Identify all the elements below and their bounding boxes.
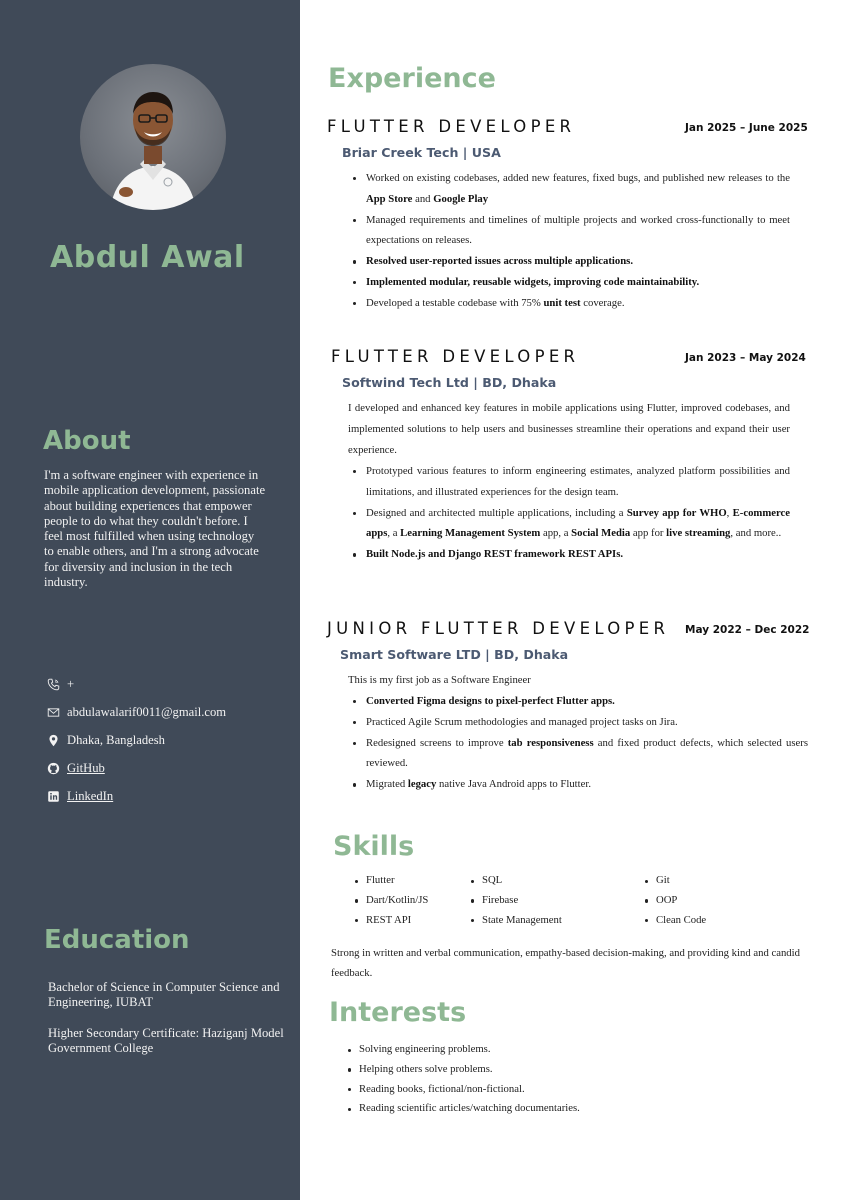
job-title: FLUTTER DEVELOPER (327, 117, 576, 136)
job-company: Smart Software LTD | BD, Dhaka (340, 647, 569, 662)
avatar-portrait (80, 64, 226, 210)
job-title: FLUTTER DEVELOPER (331, 347, 580, 366)
linkedin-icon (46, 789, 60, 803)
interests-heading: Interests (329, 997, 467, 1028)
job-bullet: Practiced Agile Scrum methodologies and managed project tasks on Jira. (350, 712, 808, 733)
job-date: May 2022 – Dec 2022 (685, 624, 810, 636)
skills-column (468, 871, 562, 930)
sidebar (0, 0, 300, 1200)
contact-linkedin[interactable] (46, 787, 286, 805)
job-bullet: Implemented modular, reusable widgets, improving code maintainability. (350, 272, 790, 293)
skill-item: Dart/Kotlin/JS (352, 891, 428, 911)
job-bullet: Prototyped various features to inform engineering estimates, analyzed platform possibilities and limitations, and illustrated experiences for the design team. (350, 461, 790, 503)
skills-column (642, 871, 706, 930)
skill-item: SQL (468, 871, 562, 891)
job-bullet: Converted Figma designs to pixel-perfect Flutter apps. (350, 691, 808, 712)
interest-item: Solving engineering problems. (345, 1040, 580, 1060)
education-item: Bachelor of Science in Computer Science and Engineering, IUBAT (48, 980, 280, 1010)
job-title: JUNIOR FLUTTER DEVELOPER (327, 619, 670, 638)
job-bullet: Designed and architected multiple applications, including a Survey app for WHO, E-commerce apps, a Learning Management System app, a Social Media app for live streaming, and more.. (350, 503, 790, 545)
contact-phone-text: + (67, 676, 75, 691)
job-bullets (350, 461, 790, 565)
linkedin-link[interactable]: LinkedIn (67, 788, 114, 803)
job-bullet: Migrated legacy native Java Android apps to Flutter. (350, 774, 808, 795)
avatar (80, 64, 226, 210)
contact-email[interactable] (46, 703, 286, 721)
contact-phone[interactable] (46, 675, 286, 693)
skills-column (352, 871, 428, 930)
interest-item: Reading books, fictional/non-fictional. (345, 1080, 580, 1100)
skill-item: OOP (642, 891, 706, 911)
experience-heading: Experience (328, 63, 496, 94)
interest-item: Reading scientific articles/watching documentaries. (345, 1099, 580, 1119)
phone-icon (46, 677, 60, 691)
job-bullets (350, 168, 790, 314)
contact-github[interactable] (46, 759, 286, 777)
job-bullet: Redesigned screens to improve tab responsiveness and fixed product defects, which selected users reviewed. (350, 733, 808, 775)
about-heading: About (43, 426, 131, 456)
profile-name: Abdul Awal (50, 240, 245, 275)
job-bullet: Managed requirements and timelines of multiple projects and worked cross-functionally to meet expectations on releases. (350, 210, 790, 252)
education-item: Higher Secondary Certificate: Haziganj Model Government College (48, 1026, 284, 1056)
job-description: I developed and enhanced key features in mobile applications using Flutter, improved codebases, and implemented solutions to help users and businesses streamline their operations and expand their user experience. (348, 402, 790, 456)
job-date: Jan 2023 – May 2024 (685, 352, 806, 364)
email-icon (46, 705, 60, 719)
skill-item: Firebase (468, 891, 562, 911)
job-company: Softwind Tech Ltd | BD, Dhaka (342, 375, 557, 390)
github-link[interactable]: GitHub (67, 760, 105, 775)
contact-location-text: Dhaka, Bangladesh (67, 732, 165, 747)
soft-skills-text: Strong in written and verbal communication, empathy-based decision-making, and providing kind and candid feedback. (331, 947, 800, 979)
skill-item: Clean Code (642, 911, 706, 931)
skill-item: Git (642, 871, 706, 891)
education-heading: Education (44, 925, 190, 955)
job-bullet: Built Node.js and Django REST framework REST APIs. (350, 544, 790, 565)
job-bullet: Worked on existing codebases, added new features, fixed bugs, and published new releases to the App Store and Google Play (350, 168, 790, 210)
job-date: Jan 2025 – June 2025 (685, 122, 808, 134)
contact-email-text: abdulawalarif0011@gmail.com (67, 704, 227, 719)
github-icon (46, 761, 60, 775)
job-bullet: Developed a testable codebase with 75% unit test coverage. (350, 293, 790, 314)
interests-list (345, 1040, 580, 1119)
skill-item: Flutter (352, 871, 428, 891)
job-company: Briar Creek Tech | USA (342, 145, 501, 160)
skill-item: State Management (468, 911, 562, 931)
job-bullet: Resolved user-reported issues across multiple applications. (350, 251, 790, 272)
location-icon (46, 733, 60, 747)
interest-item: Helping others solve problems. (345, 1060, 580, 1080)
job-bullets (350, 691, 808, 795)
skill-item: REST API (352, 911, 428, 931)
skills-heading: Skills (333, 831, 415, 862)
contact-location (46, 731, 286, 749)
job-description: This is my first job as a Software Engineer (348, 674, 531, 686)
about-text: I'm a software engineer with experience in mobile application development, passionate about building experiences that empower people to do what they couldn't before. I feel most fulfilled when using technology to enable others, and I'm a strong advocate for diversity and inclusion in the tech industry. (44, 468, 266, 590)
